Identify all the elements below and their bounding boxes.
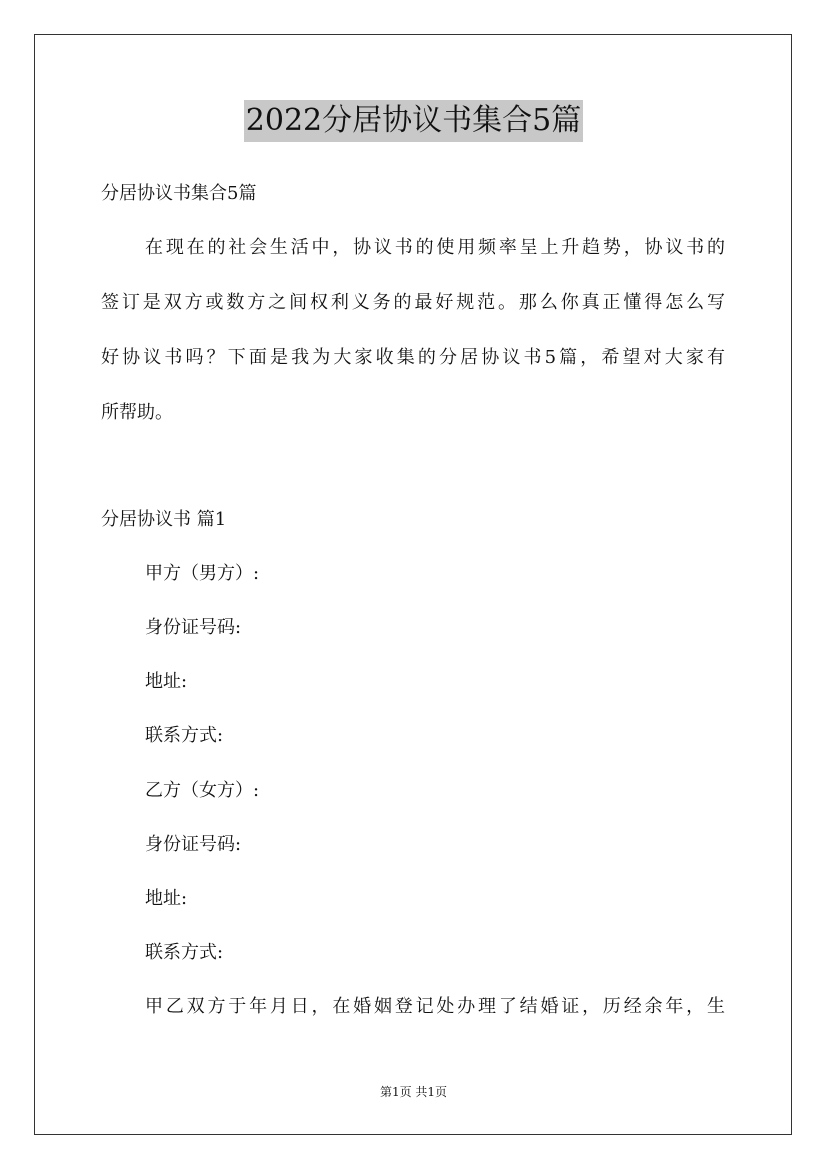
body-line: 甲乙双方于年月日，在婚姻登记处办理了结婚证，历经余年，生 (145, 996, 725, 1017)
field-address-b: 地址: (145, 888, 188, 909)
document-title: 2022分居协议书集合5篇 (244, 100, 583, 142)
field-id-number-b: 身份证号码: (145, 834, 242, 855)
field-contact-b: 联系方式: (145, 942, 224, 963)
intro-line: 签订是双方或数方之间权利义务的最好规范。那么你真正懂得怎么写 (101, 292, 725, 313)
intro-line: 在现在的社会生活中，协议书的使用频率呈上升趋势，协议书的 (145, 237, 725, 258)
title-container (0, 100, 827, 142)
field-address-a: 地址: (145, 671, 188, 692)
field-party-a: 甲方（男方）: (145, 563, 260, 584)
field-contact-a: 联系方式: (145, 725, 224, 746)
page-footer: 第1页 共1页 (379, 1085, 448, 1099)
intro-line: 好协议书吗？下面是我为大家收集的分居协议书5篇，希望对大家有 (101, 347, 725, 368)
intro-line: 所帮助。 (101, 402, 173, 423)
field-party-b: 乙方（女方）: (145, 780, 260, 801)
section-heading: 分居协议书 篇1 (101, 509, 227, 530)
document-subtitle: 分居协议书集合5篇 (101, 183, 257, 204)
field-id-number-a: 身份证号码: (145, 617, 242, 638)
